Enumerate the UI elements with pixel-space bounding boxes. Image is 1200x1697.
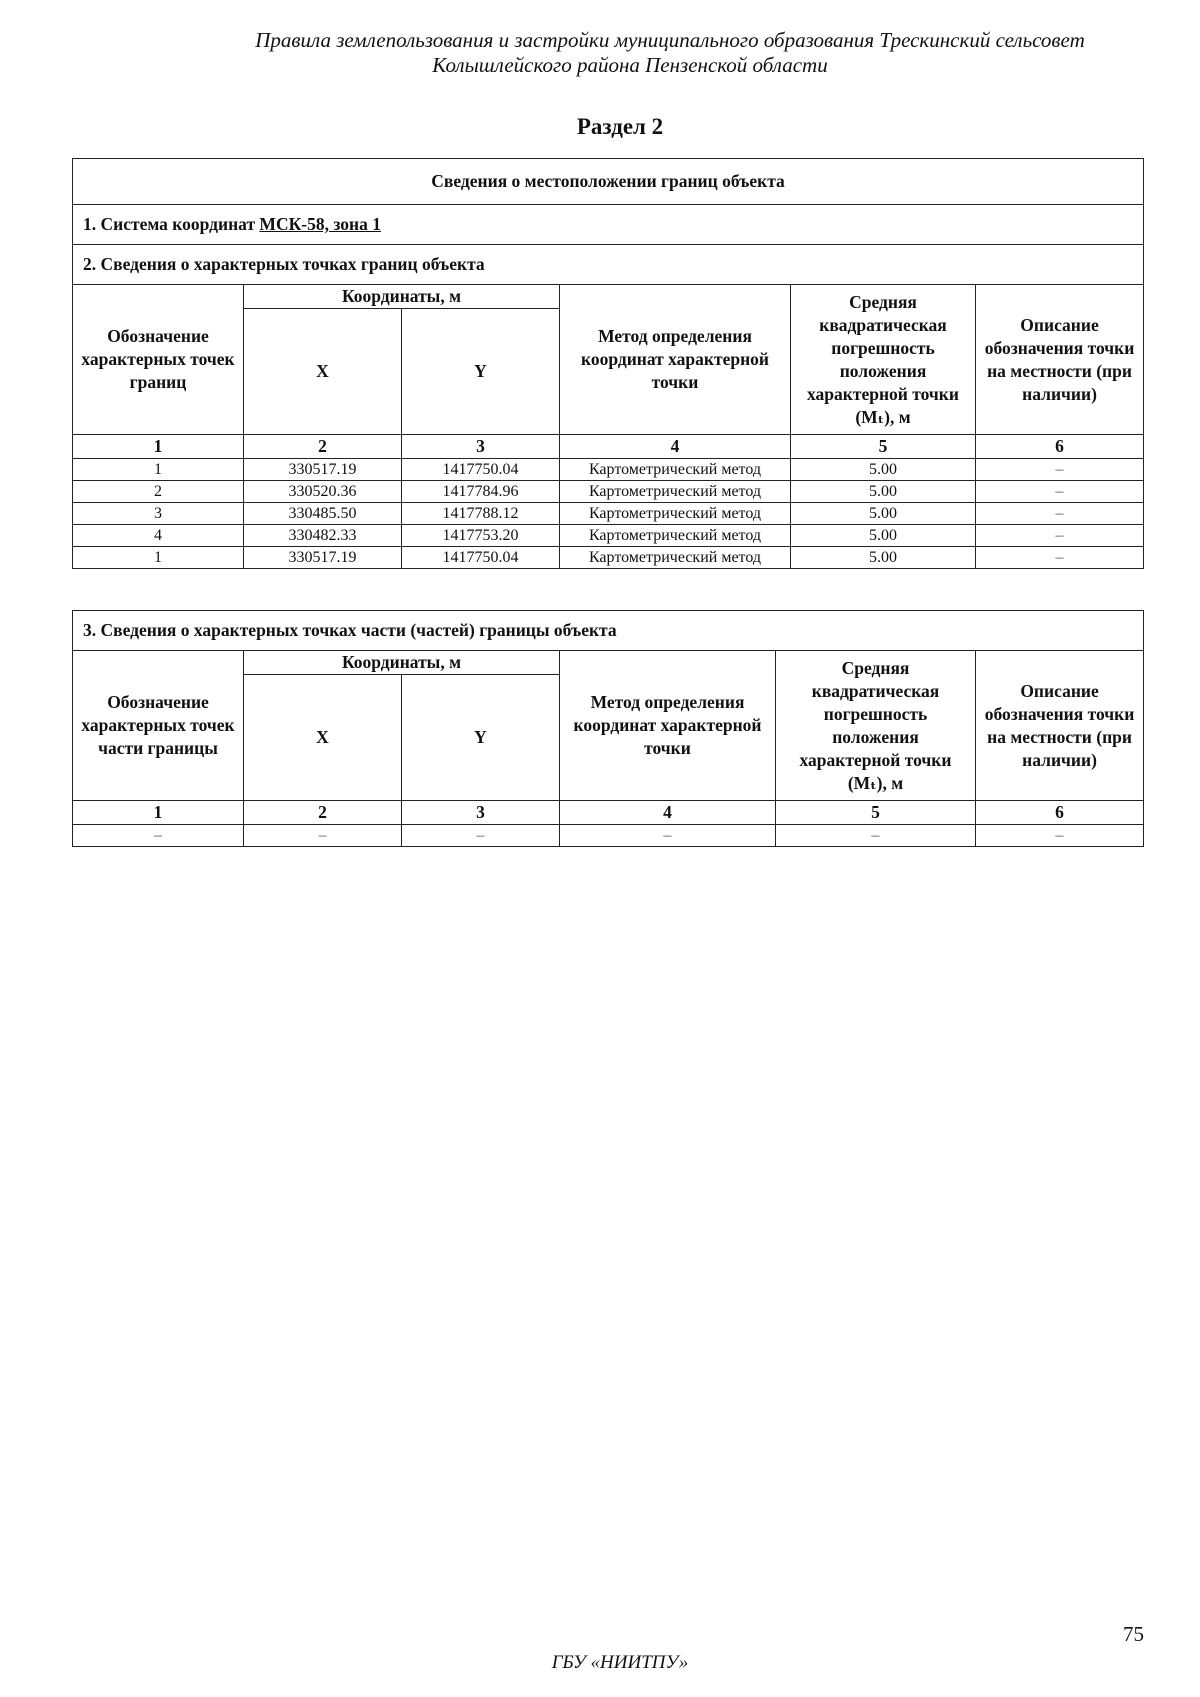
- points-heading-row: [73, 245, 1144, 285]
- cell-method: Картометрический метод: [560, 481, 791, 503]
- column-numbers-row: [73, 435, 1144, 459]
- cell-point: 3: [73, 503, 244, 525]
- parts-heading-row: [73, 611, 1144, 651]
- table-row: [73, 525, 1144, 547]
- header-coords: Координаты, м: [244, 651, 560, 675]
- col-number: 6: [976, 801, 1144, 825]
- cell-method: –: [560, 825, 776, 847]
- col-number: 2: [244, 801, 402, 825]
- coord-system-row: [73, 205, 1144, 245]
- cell-y: 1417753.20: [402, 525, 560, 547]
- cell-point: –: [73, 825, 244, 847]
- table-title: Сведения о местоположении границ объекта: [73, 159, 1144, 205]
- cell-point: 1: [73, 547, 244, 569]
- cell-x: 330485.50: [244, 503, 402, 525]
- col-number: 3: [402, 801, 560, 825]
- col-number: 4: [560, 435, 791, 459]
- cell-method: Картометрический метод: [560, 459, 791, 481]
- header-description: Описание обозначения точки на местности (при наличии): [976, 651, 1144, 801]
- col-number: 2: [244, 435, 402, 459]
- coord-system-value: МСК-58, зона 1: [259, 214, 381, 234]
- points-heading: 2. Сведения о характерных точках границ объекта: [73, 245, 1144, 285]
- col-number: 5: [776, 801, 976, 825]
- table-row: [73, 459, 1144, 481]
- boundary-parts-table: [72, 610, 1144, 847]
- col-number: 4: [560, 801, 776, 825]
- header-row-1: [73, 651, 1144, 675]
- header-y: Y: [402, 675, 560, 801]
- col-number: 1: [73, 801, 244, 825]
- cell-method: Картометрический метод: [560, 503, 791, 525]
- coord-system-label: 1. Система координат: [83, 214, 260, 234]
- cell-point: 4: [73, 525, 244, 547]
- header-line-1: Правила землепользования и застройки муниципального образования Трескинский сельсовет: [255, 28, 1085, 52]
- cell-description: –: [976, 525, 1144, 547]
- table-row: [73, 547, 1144, 569]
- cell-x: 330482.33: [244, 525, 402, 547]
- section-title: Раздел 2: [576, 114, 664, 139]
- col-number: 1: [73, 435, 244, 459]
- header-method: Метод определения координат характерной точки: [560, 651, 776, 801]
- column-numbers-row: [73, 801, 1144, 825]
- header-method: Метод определения координат характерной точки: [560, 285, 791, 435]
- page-number: 75: [1123, 1622, 1144, 1646]
- cell-method: Картометрический метод: [560, 547, 791, 569]
- cell-y: 1417784.96: [402, 481, 560, 503]
- header-error: Средняя квадратическая погрешность положения характерной точки (Mₜ), м: [776, 651, 976, 801]
- cell-description: –: [976, 825, 1144, 847]
- header-y: Y: [402, 309, 560, 435]
- cell-point: 2: [73, 481, 244, 503]
- header-coords: Координаты, м: [244, 285, 560, 309]
- cell-y: 1417750.04: [402, 547, 560, 569]
- cell-y: –: [402, 825, 560, 847]
- header-description: Описание обозначения точки на местности (при наличии): [976, 285, 1144, 435]
- cell-method: Картометрический метод: [560, 525, 791, 547]
- cell-y: 1417750.04: [402, 459, 560, 481]
- table-row: [73, 481, 1144, 503]
- coord-system-cell: [73, 205, 1144, 245]
- cell-description: –: [976, 481, 1144, 503]
- table-title-row: [73, 159, 1144, 205]
- cell-x: 330517.19: [244, 459, 402, 481]
- col-number: 5: [791, 435, 976, 459]
- parts-heading: 3. Сведения о характерных точках части (частей) границы объекта: [73, 611, 1144, 651]
- table-row: [73, 825, 1144, 847]
- header-error: Средняя квадратическая погрешность положения характерной точки (Mₜ), м: [791, 285, 976, 435]
- header-designation: Обозначение характерных точек границ: [73, 285, 244, 435]
- header-line-2: Колышлейского района Пензенской области: [432, 53, 828, 77]
- col-number: 6: [976, 435, 1144, 459]
- boundaries-table: [72, 158, 1144, 569]
- cell-description: –: [976, 459, 1144, 481]
- cell-error: 5.00: [791, 459, 976, 481]
- header-x: X: [244, 675, 402, 801]
- cell-description: –: [976, 503, 1144, 525]
- cell-point: 1: [73, 459, 244, 481]
- cell-y: 1417788.12: [402, 503, 560, 525]
- header-x: X: [244, 309, 402, 435]
- cell-error: 5.00: [791, 547, 976, 569]
- table-row: [73, 503, 1144, 525]
- header-designation: Обозначение характерных точек части границы: [73, 651, 244, 801]
- cell-x: 330517.19: [244, 547, 402, 569]
- cell-error: 5.00: [791, 525, 976, 547]
- cell-error: 5.00: [791, 481, 976, 503]
- cell-error: 5.00: [791, 503, 976, 525]
- header-row-1: [73, 285, 1144, 309]
- cell-description: –: [976, 547, 1144, 569]
- cell-error: –: [776, 825, 976, 847]
- cell-x: 330520.36: [244, 481, 402, 503]
- document-header: [0, 28, 1200, 78]
- cell-x: –: [244, 825, 402, 847]
- document-footer: ГБУ «НИИТПУ»: [551, 1652, 689, 1673]
- col-number: 3: [402, 435, 560, 459]
